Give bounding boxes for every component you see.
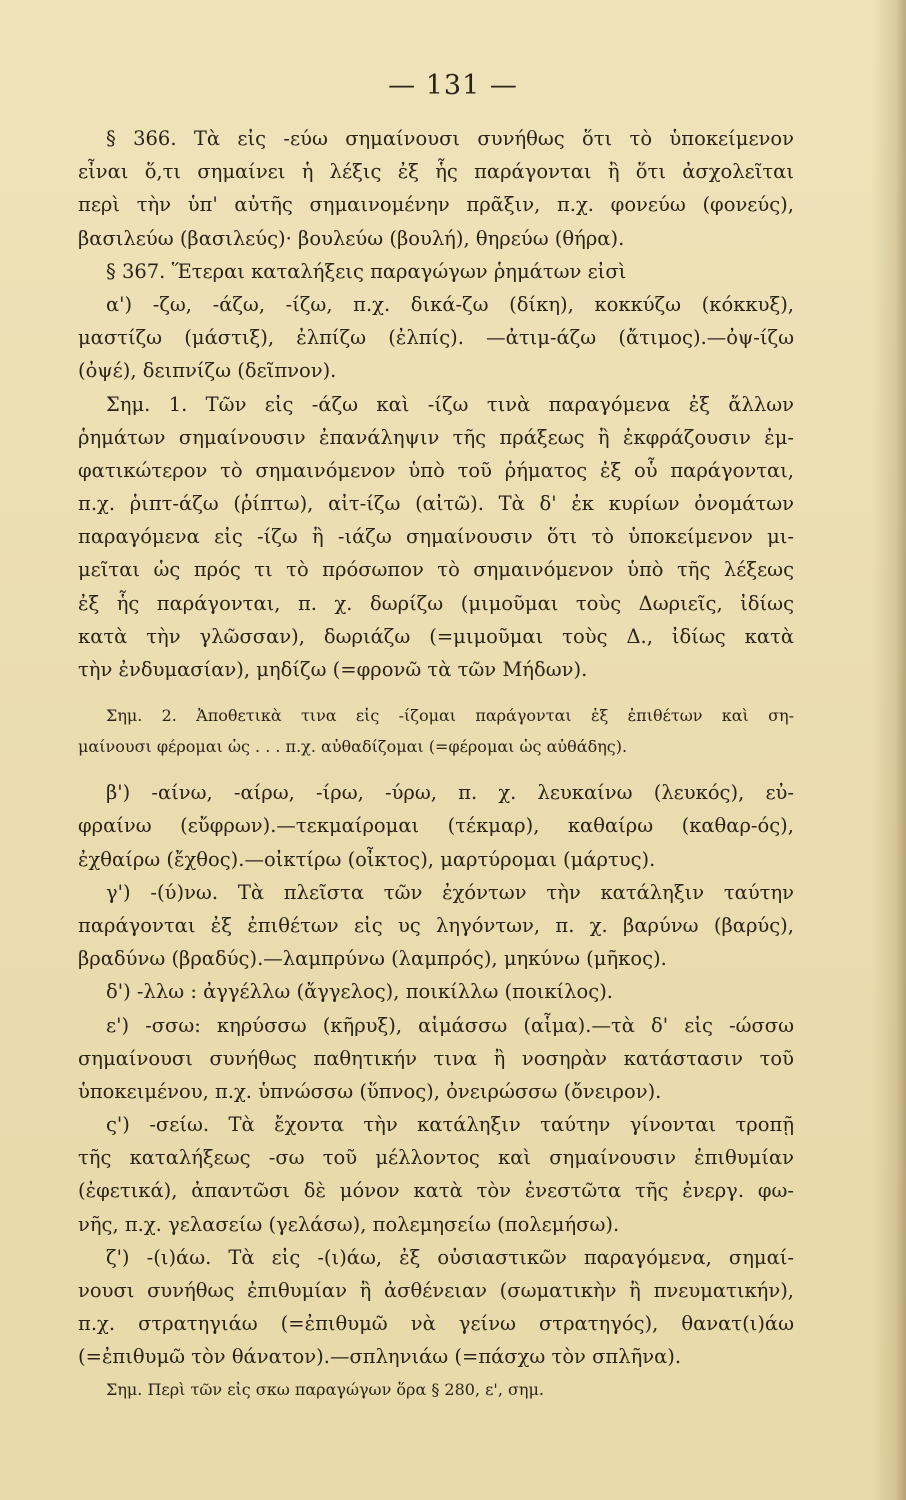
text-line: νῆς, π.χ. γελασείω (γελάσω), πολεμησείω (πολεμήσω). xyxy=(78,1212,620,1236)
text-line: ἐξ ἧς παράγονται, π. χ. δωρίζω (μιμοῦμαι τοὺς Δωριεῖς, ἰδίως xyxy=(78,591,794,615)
text-line: ὑποκειμένου, π.χ. ὑπνώσσω (ὕπνος), ὀνειρώσσω (ὄνειρον). xyxy=(78,1079,662,1103)
page-number: — 131 — xyxy=(388,70,518,101)
text-line: π.χ. στρατηγιάω (=ἐπιθυμῶ νὰ γείνω στρατηγός), θανατ(ι)άω xyxy=(78,1312,794,1336)
text-line: δ') -λλω : ἀγγέλλω (ἄγγελος), ποικίλλω (ποικίλος). xyxy=(106,980,614,1004)
text-line: β') -αίνω, -αίρω, -ίρω, -ύρω, π. χ. λευκαίνω (λευκός), εὐ- xyxy=(106,781,794,805)
text-line: φραίνω (εὔφρων).—τεκμαίρομαι (τέκμαρ), καθαίρω (καθαρ-ός), xyxy=(78,814,794,838)
note-line: Σημ. Περὶ τῶν εἰς σκω παραγώγων ὅρα § 280, ε', σημ. xyxy=(106,1379,544,1399)
text-line: § 366. Τὰ εἰς -εύω σημαίνουσι συνήθως ὅτι τὸ ὑποκείμενον xyxy=(106,127,794,150)
text-line: μεῖται ὡς πρός τι τὸ πρόσωπον τὸ σημαινόμενον ὑπὸ τῆς λέξεως xyxy=(78,558,794,582)
text-line: τὴν ἐνδυμασίαν), μηδίζω (=φρονῶ τὰ τῶν Μήδων). xyxy=(78,658,588,681)
text-line: φατικώτερον τὸ σημαινόμενον ὑπὸ τοῦ ῥήματος ἐξ οὗ παράγονται, xyxy=(78,458,794,482)
text-line: ς') -σείω. Τὰ ἔχοντα τὴν κατάληξιν ταύτην γίνονται τροπῇ xyxy=(106,1113,794,1137)
text-line: (=ἐπιθυμῶ τὸν θάνατον).—σπληνιάω (=πάσχω τὸν σπλῆνα). xyxy=(78,1345,682,1369)
text-line: παράγονται ἐξ ἐπιθέτων εἰς υς ληγόντων, π. χ. βαρύνω (βαρύς), xyxy=(78,913,794,937)
text-line: εἶναι ὅ,τι σημαίνει ἡ λέξις ἐξ ἧς παράγονται ἢ ὅτι ἀσχολεῖται xyxy=(78,160,794,184)
text-line: κατὰ τὴν γλῶσσαν), δωριάζω (=μιμοῦμαι τοὺς Δ., ἰδίως κατὰ xyxy=(78,624,794,648)
note-line: μαίνουσι φέρομαι ὡς . . . π.χ. αὐθαδίζομαι (=φέρομαι ὡς αὐθάδης). xyxy=(78,737,628,757)
text-line: Σημ. 1. Τῶν εἰς -άζω καὶ -ίζω τινὰ παραγόμενα ἐξ ἄλλων xyxy=(106,392,794,416)
text-line: παραγόμενα εἰς -ίζω ἢ -ιάζω σημαίνουσιν ὅτι τὸ ὑποκείμενον μι- xyxy=(78,525,794,549)
text-line: π.χ. ῥιπτ-άζω (ῥίπτω), αἰτ-ίζω (αἰτῶ). Τὰ δ' ἐκ κυρίων ὀνομάτων xyxy=(78,492,794,516)
text-line: σημαίνουσι συνήθως παθητικήν τινα ἢ νοσηρὰν κατάστασιν τοῦ xyxy=(78,1046,794,1070)
spacer xyxy=(78,686,794,700)
note-line: Σημ. 2. Ἀποθετικὰ τινα εἰς -ίζομαι παράγονται ἐξ ἐπιθέτων καὶ ση- xyxy=(106,706,794,726)
text-line: νουσι συνήθως ἐπιθυμίαν ἢ ἀσθένειαν (σωματικὴν ἢ πνευματικήν), xyxy=(78,1279,794,1302)
text-line: ε') -σσω: κηρύσσω (κῆρυξ), αἱμάσσω (αἷμα).—τὰ δ' εἰς -ώσσω xyxy=(106,1013,794,1037)
text-line: ἐχθαίρω (ἔχθος).—οἰκτίρω (οἶκτος), μαρτύρομαι (μάρτυς). xyxy=(78,847,656,871)
text-line: γ') -(ύ)νω. Τὰ πλεῖστα τῶν ἐχόντων τὴν κατάληξιν ταύτην xyxy=(106,880,794,904)
body-text xyxy=(78,122,794,1405)
text-line: (ὀψέ), δειπνίζω (δεῖπνον). xyxy=(78,359,337,383)
text-line: ῥημάτων σημαίνουσιν ἐπανάληψιν τῆς πράξεως ἢ ἐκφράζουσιν ἐμ- xyxy=(78,425,794,449)
text-line: § 367. Ἕτεραι καταλήξεις παραγώγων ῥημάτων εἰσὶ xyxy=(106,259,627,283)
text-line: ζ') -(ι)άω. Τὰ εἰς -(ι)άω, ἐξ οὐσιαστικῶν παραγόμενα, σημαί- xyxy=(106,1245,794,1269)
page-edge-shadow xyxy=(872,0,906,1500)
spacer xyxy=(78,762,794,776)
text-line: βραδύνω (βραδύς).—λαμπρύνω (λαμπρός), μηκύνω (μῆκος). xyxy=(78,947,667,971)
text-line: περὶ τὴν ὑπ' αὐτῆς σημαινομένην πρᾶξιν, π.χ. φονεύω (φονεύς), xyxy=(78,193,794,217)
text-line: (ἐφετικά), ἀπαντῶσι δὲ μόνον κατὰ τὸν ἐνεστῶτα τῆς ἐνεργ. φω- xyxy=(78,1179,794,1203)
text-line: α') -ζω, -άζω, -ίζω, π.χ. δικά-ζω (δίκη), κοκκύζω (κόκκυξ), xyxy=(106,292,794,316)
text-line: βασιλεύω (βασιλεύς)· βουλεύω (βουλή), θηρεύω (θήρα). xyxy=(78,226,625,250)
text-line: μαστίζω (μάστιξ), ἐλπίζω (ἐλπίς). —ἀτιμ-άζω (ἄτιμος).—ὀψ-ίζω xyxy=(78,326,794,350)
text-line: τῆς καταλήξεως -σω τοῦ μέλλοντος καὶ σημαίνουσιν ἐπιθυμίαν xyxy=(78,1146,794,1170)
